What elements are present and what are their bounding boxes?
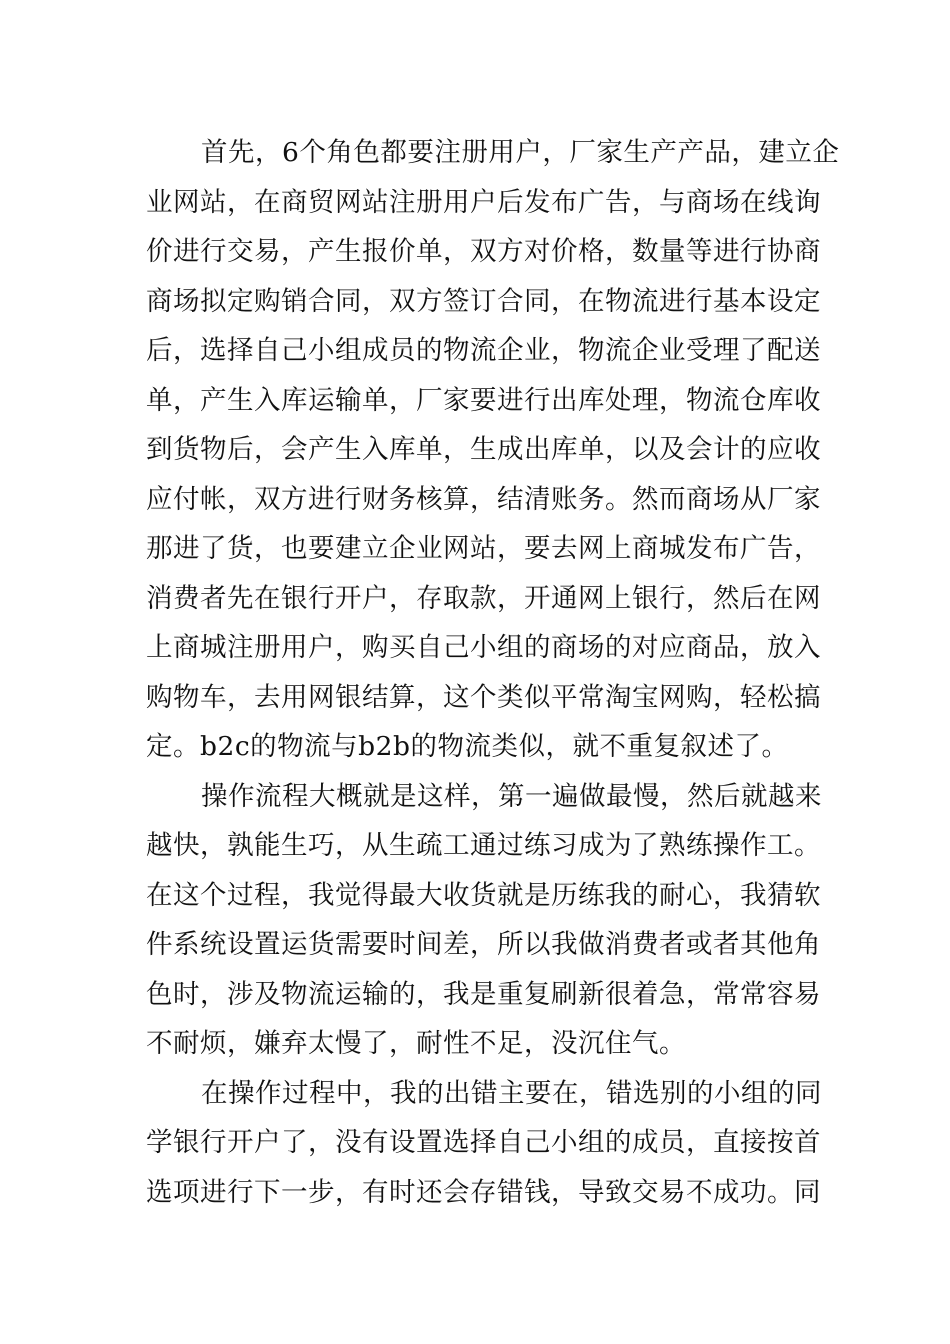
- paragraph-1-line-10: 消费者先在银行开户，存取款，开通网上银行，然后在网: [146, 582, 821, 614]
- paragraph-1-line-3: 价进行交易，产生报价单，双方对价格，数量等进行协商: [146, 236, 821, 267]
- paragraph-3-line-1: 在操作过程中，我的出错主要在，错选别的小组的同: [201, 1077, 822, 1109]
- paragraph-1-line-6: 单，产生入库运输单，厂家要进行出库处理，物流仓库收: [146, 384, 821, 416]
- paragraph-3-line-2: 学银行开户了，没有设置选择自己小组的成员，直接按首: [146, 1127, 821, 1158]
- paragraph-1-line-1: 首先，6个角色都要注册用户，厂家生产产品，建立企: [201, 137, 840, 168]
- paragraph-2-line-6: 不耐烦，嫌弃太慢了，耐性不足，没沉住气。: [146, 1028, 686, 1059]
- paragraph-2-line-5: 色时，涉及物流运输的，我是重复刷新很着急，常常容易: [146, 978, 821, 1010]
- paragraph-1-line-12: 购物车，去用网银结算，这个类似平常淘宝网购，轻松搞: [146, 681, 821, 713]
- paragraph-1-line-13: 定。b2c的物流与b2b的物流类似，就不重复叙述了。: [146, 731, 789, 762]
- paragraph-1-line-5: 后，选择自己小组成员的物流企业，物流企业受理了配送: [146, 335, 821, 366]
- paragraph-3-line-3: 选项进行下一步，有时还会存错钱，导致交易不成功。同: [146, 1176, 821, 1208]
- paragraph-2-line-3: 在这个过程，我觉得最大收货就是历练我的耐心，我猜软: [146, 879, 821, 911]
- paragraph-1-line-8: 应付帐，双方进行财务核算，结清账务。然而商场从厂家: [146, 483, 821, 515]
- paragraph-2-line-4: 件系统设置运货需要时间差，所以我做消费者或者其他角: [146, 929, 821, 960]
- paragraph-1-line-7: 到货物后，会产生入库单，生成出库单，以及会计的应收: [146, 434, 821, 465]
- paragraph-1-line-4: 商场拟定购销合同，双方签订合同，在物流进行基本设定: [146, 285, 821, 317]
- body-text: [146, 128, 840, 1217]
- paragraph-1-line-2: 业网站，在商贸网站注册用户后发布广告，与商场在线询: [146, 186, 821, 218]
- paragraph-1-line-11: 上商城注册用户，购买自己小组的商场的对应商品，放入: [146, 632, 821, 663]
- paragraph-2-line-2: 越快，孰能生巧，从生疏工通过练习成为了熟练操作工。: [146, 830, 821, 861]
- paragraph-1-line-9: 那进了货，也要建立企业网站，要去网上商城发布广告，: [146, 533, 821, 564]
- paragraph-2-line-1: 操作流程大概就是这样，第一遍做最慢，然后就越来: [201, 780, 822, 812]
